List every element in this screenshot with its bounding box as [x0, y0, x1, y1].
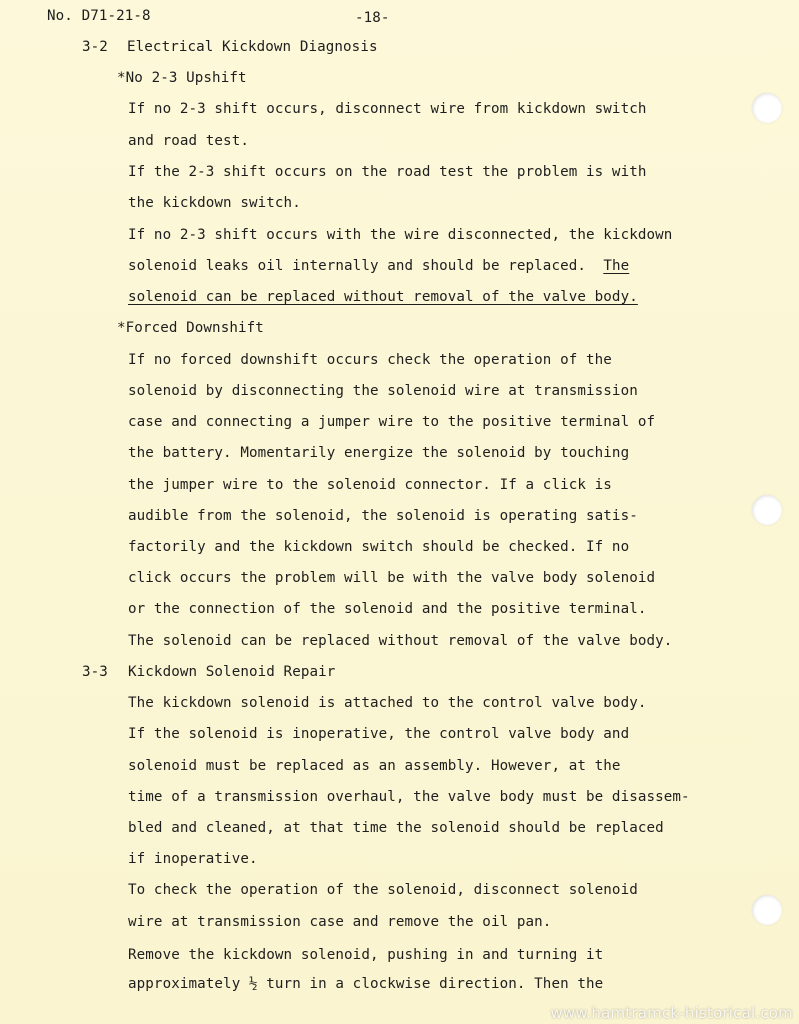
section-title: Kickdown Solenoid Repair	[128, 664, 336, 680]
section-title: Electrical Kickdown Diagnosis	[127, 39, 378, 55]
body-line: audible from the solenoid, the solenoid is operating satis-	[128, 508, 638, 524]
body-line: the kickdown switch.	[128, 195, 301, 211]
body-line: the jumper wire to the solenoid connector. If a click is	[128, 477, 612, 493]
body-line: approximately ½ turn in a clockwise direction. Then the	[128, 976, 604, 992]
body-line: or the connection of the solenoid and the positive terminal.	[128, 601, 647, 617]
body-line: the battery. Momentarily energize the solenoid by touching	[128, 445, 630, 461]
body-line: bled and cleaned, at that time the solenoid should be replaced	[128, 820, 664, 836]
punch-hole	[752, 93, 782, 123]
underlined-line: solenoid can be replaced without removal of the valve body.	[128, 289, 638, 305]
body-line: The solenoid can be replaced without removal of the valve body.	[128, 633, 673, 649]
body-line: case and connecting a jumper wire to the positive terminal of	[128, 414, 656, 430]
body-line	[128, 256, 629, 276]
subsection-heading: *Forced Downshift	[117, 320, 264, 336]
body-line: If no 2-3 shift occurs with the wire disconnected, the kickdown	[128, 227, 673, 243]
watermark-text: www.hamtramck-historical.com	[550, 1004, 793, 1022]
section-number: 3-3	[82, 664, 108, 680]
body-line: factorily and the kickdown switch should be checked. If no	[128, 539, 630, 555]
doc-number: No. D71-21-8	[47, 8, 151, 24]
body-line: if inoperative.	[128, 851, 258, 867]
body-line: If no forced downshift occurs check the operation of the	[128, 352, 612, 368]
body-line: Remove the kickdown solenoid, pushing in and turning it	[128, 947, 604, 963]
body-text: solenoid leaks oil internally and should be replaced.	[128, 258, 587, 274]
body-line: time of a transmission overhaul, the valve body must be disassem-	[128, 789, 690, 805]
punch-hole	[752, 495, 782, 525]
body-line: solenoid by disconnecting the solenoid wire at transmission	[128, 383, 638, 399]
section-number: 3-2	[82, 39, 108, 55]
body-line: and road test.	[128, 133, 249, 149]
body-line: wire at transmission case and remove the oil pan.	[128, 914, 552, 930]
subsection-heading: *No 2-3 Upshift	[117, 70, 247, 86]
underlined-text: The	[603, 258, 630, 274]
body-line: click occurs the problem will be with the valve body solenoid	[128, 570, 656, 586]
page-number: -18-	[355, 10, 390, 26]
body-line: The kickdown solenoid is attached to the control valve body.	[128, 695, 647, 711]
body-line: If no 2-3 shift occurs, disconnect wire from kickdown switch	[128, 101, 647, 117]
body-line: If the solenoid is inoperative, the control valve body and	[128, 726, 630, 742]
body-line: To check the operation of the solenoid, disconnect solenoid	[128, 882, 638, 898]
body-line: solenoid must be replaced as an assembly. However, at the	[128, 758, 621, 774]
punch-hole	[752, 895, 782, 925]
body-line: If the 2-3 shift occurs on the road test the problem is with	[128, 164, 647, 180]
